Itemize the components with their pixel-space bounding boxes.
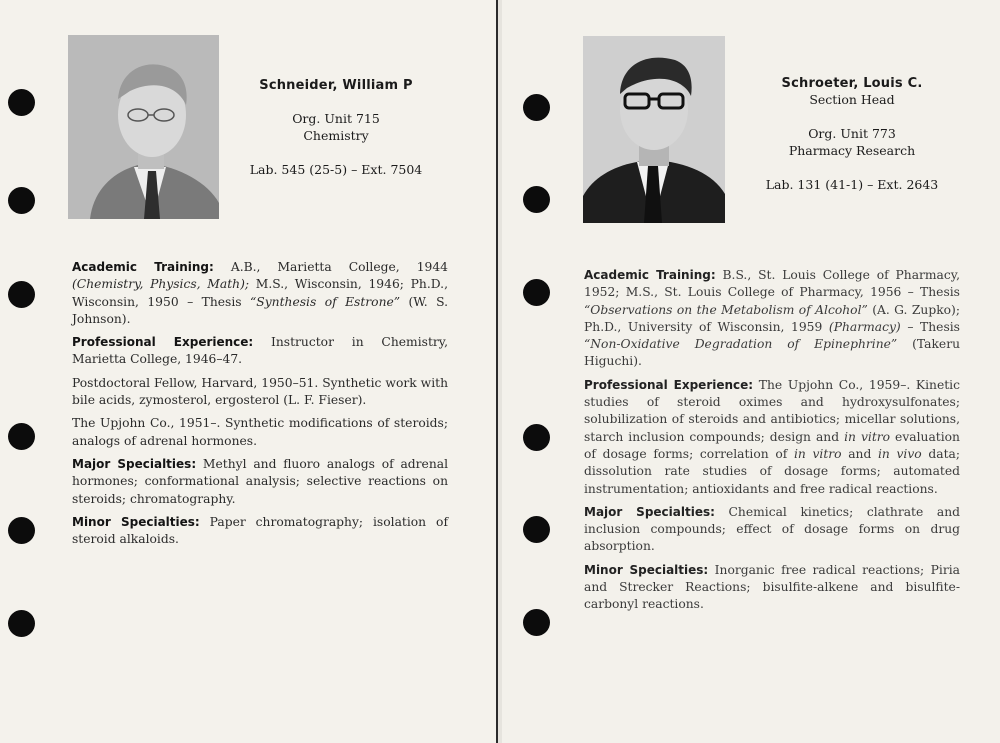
binder-hole [523, 424, 550, 451]
job-title: Section Head [809, 92, 895, 107]
academic-training: Academic Training: A.B., Marietta College, 1944 (Chemistry, Physics, Math); M.S., Wisconsin, 1946; Ph.D., Wisconsin, 1950 – Thesis “Synthesis of Estrone” (W. S. Johnson). [72, 260, 448, 326]
binder-hole [8, 281, 35, 308]
academic-training: Academic Training: B.S., St. Louis College of Pharmacy, 1952; M.S., St. Louis College of Pharmacy, 1956 – Thesis “Observations on the Metabolism of Alcohol” (A. G. Zupko); Ph.D., University of Wisconsin, 1959 (Pharmacy) – Thesis “Non-Oxidative Degradation of Epinephrine” (Takeru Higuchi). [584, 268, 961, 369]
page-divider [496, 0, 498, 743]
major-specialties: Major Specialties: Methyl and fluoro analogs of adrenal hormones; conformational analysis; selective reactions on steroids; chromatography. [72, 456, 449, 506]
employee-header [740, 76, 964, 193]
employee-header [228, 78, 444, 178]
postdoctoral-entry: Postdoctoral Fellow, Harvard, 1950–51. Synthetic work with bile acids, zymosterol, ergosterol (L. F. Fieser). [72, 375, 448, 408]
binder-hole [8, 89, 35, 116]
right-page [502, 0, 1000, 743]
binder-hole [523, 516, 550, 543]
portrait-photo [68, 35, 219, 219]
department: Chemistry [303, 128, 369, 143]
binder-hole [523, 609, 550, 636]
lab-extension: Lab. 131 (41-1) – Ext. 2643 [765, 177, 939, 192]
binder-hole [8, 423, 35, 450]
binder-hole [8, 517, 35, 544]
minor-specialties: Minor Specialties: Paper chromatography; isolation of steroid alkaloids. [72, 514, 448, 547]
major-specialties: Major Specialties: Chemical kinetics; clathrate and inclusion compounds; effect of dosage forms on drug absorption. [584, 504, 960, 554]
minor-specialties: Minor Specialties: Inorganic free radical reactions; Piria and Strecker Reactions; bisulfite-alkene and bisulfite-carbonyl reactions. [584, 562, 960, 612]
professional-experience: Professional Experience: Instructor in Chemistry, Marietta College, 1946–47. [72, 335, 448, 367]
lab-extension: Lab. 545 (25-5) – Ext. 7504 [249, 162, 423, 177]
org-unit: Org. Unit 715 [292, 111, 380, 126]
portrait-photo [583, 36, 725, 223]
upjohn-entry: The Upjohn Co., 1951–. Synthetic modifications of steroids; analogs of adrenal hormones. [72, 416, 448, 448]
bio-text [72, 259, 448, 554]
org-unit: Org. Unit 773 [808, 126, 896, 141]
binder-hole [523, 94, 550, 121]
employee-name: Schroeter, Louis C. [781, 76, 923, 91]
professional-experience: Professional Experience: The Upjohn Co., 1959–. Kinetic studies of steroid oximes and hydroxysulfonates; solubilization of steroids and antibiotics; micellar solutions, starch inclusion compounds; design and in vitro evaluation of dosage forms; correlation of in vitro and in vivo data; dissolution rate studies of dosage forms; automated instrumentation; antioxidants and free radical reactions. [584, 377, 960, 496]
bio-text [584, 267, 960, 620]
employee-name: Schneider, William P [259, 78, 413, 93]
left-page [0, 0, 496, 743]
binder-hole [523, 279, 550, 306]
binder-hole [8, 187, 35, 214]
binder-hole [523, 186, 550, 213]
binder-hole [8, 610, 35, 637]
department: Pharmacy Research [788, 143, 916, 158]
